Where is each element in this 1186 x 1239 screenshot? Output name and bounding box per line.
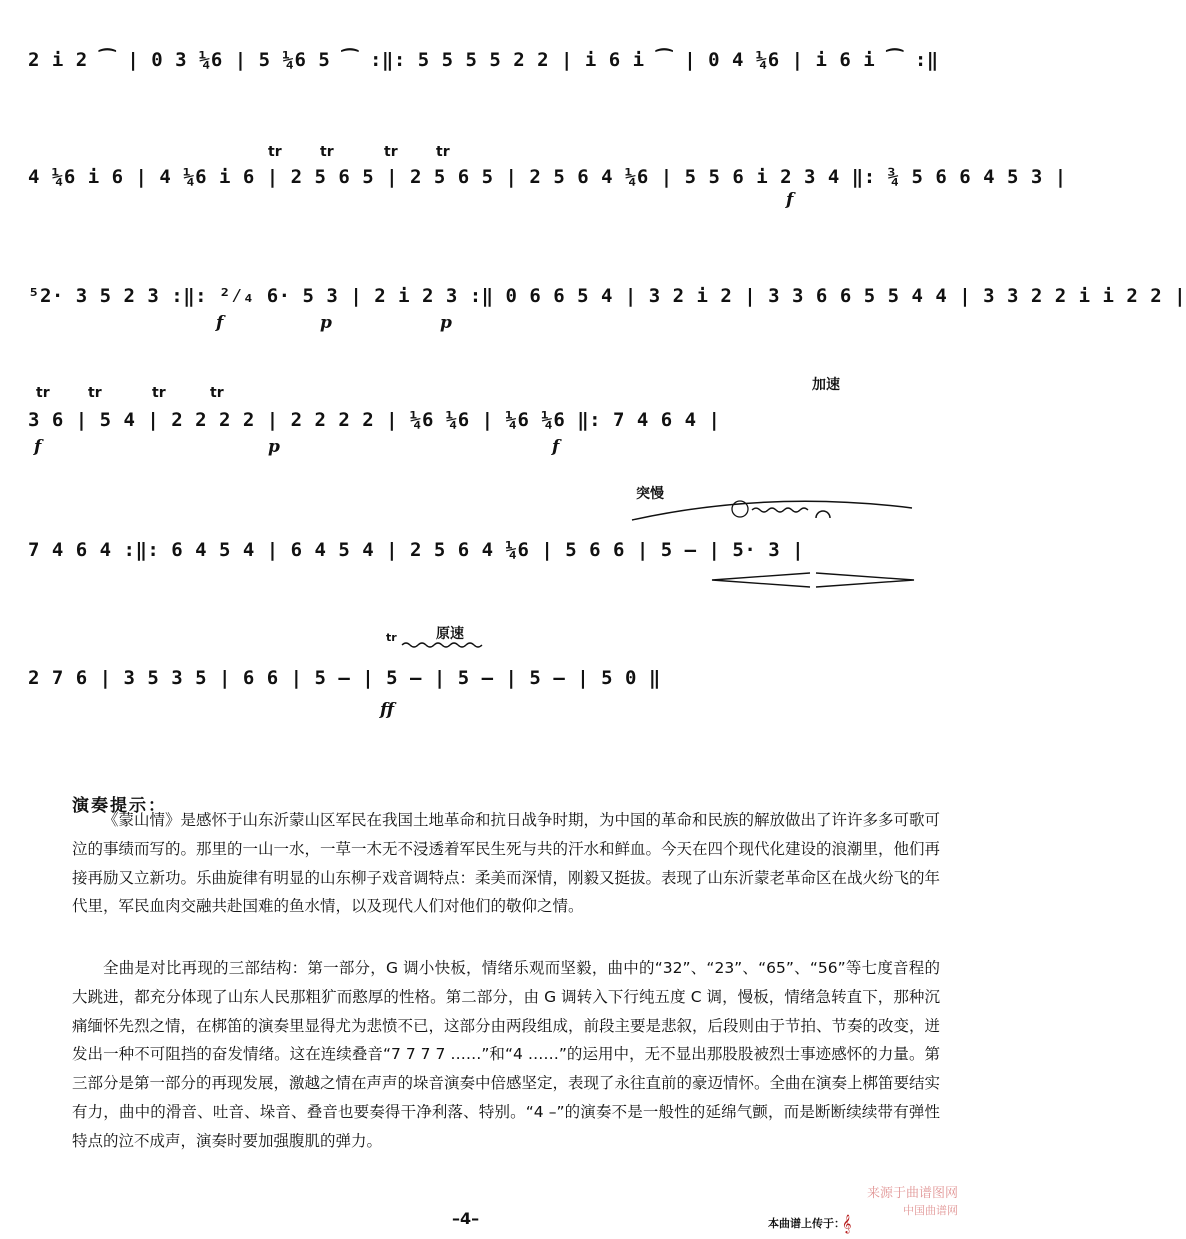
score-line-text: 3 6 | 5 4 | 2 2 2 2 | 2 2 2 2 | ¼6 ¼6 | ¼6 ¼6 ‖: 7 4 6 4 | <box>28 409 721 431</box>
trill-wave <box>400 640 490 650</box>
dynamics-hairpin <box>710 571 916 589</box>
dynamic-mark: p <box>268 437 280 457</box>
upload-note: 本曲谱上传于： <box>768 1217 845 1230</box>
watermark-line-2: 中国曲谱网 <box>903 1204 958 1217</box>
trill-mark: tr <box>268 144 282 160</box>
score-line-5 <box>28 530 940 570</box>
dynamic-mark: p <box>320 313 332 333</box>
trill-mark: tr <box>384 144 398 160</box>
page-number: –4– <box>452 1209 480 1228</box>
tempo-sudden-slow: 突慢 <box>636 486 664 502</box>
score-line-text: 7 4 6 4 :‖: 6 4 5 4 | 6 4 5 4 | 2 5 6 4 ¼6 | 5 6 6 | 5 – | 5· 3 | <box>28 539 805 561</box>
watermark <box>818 1180 958 1230</box>
notes-paragraph-1: 《蒙山情》是感怀于山东沂蒙山区军民在我国土地革命和抗日战争时期，为中国的革命和民族的解放做出了许许多多可歌可泣的事绩而写的。那里的一山一水，一草一木无不浸透着军民生死与共的汗水和鲜血。今天在四个现代化建设的浪潮里，他们再接再励又立新功。乐曲旋律有明显的山东柳子戏音调特点：柔美而深情，刚毅又挺拔。表现了山东沂蒙老革命区在战火纷飞的年代里，军民血肉交融共赴国难的鱼水情，以及现代人们对他们的敬仰之情。 <box>72 811 941 916</box>
trill-mark: tr <box>320 144 334 160</box>
score-line-1 <box>28 40 940 80</box>
trill-mark: tr <box>386 631 397 644</box>
dynamic-mark: f <box>34 437 42 457</box>
dynamic-mark: f <box>216 313 224 333</box>
dynamic-mark: ff <box>380 700 395 720</box>
trill-mark: tr <box>36 385 50 401</box>
notes-title: 演奏提示： <box>72 796 167 816</box>
tempo-original: 原速 <box>436 626 464 642</box>
notes-paragraph-2: 全曲是对比再现的三部结构：第一部分，G 调小快板，情绪乐观而坚毅，曲中的“32”、“23”、“65”、“56”等七度音程的大跳进，都充分体现了山东人民那粗犷而憨厚的性格。第二部分，由 G 调转入下行纯五度 C 调，慢板，情绪急转直下，那种沉痛缅怀先烈之情，在梆笛的演奏里显得尤为悲愤不已，这部分由两段组成，前段主要是悲叙，后段则由于节拍、节奏的改变，迸发出一种不可阻挡的奋发情绪。这在连续叠音“7 7 7 7 ……”和“4 ……”的运用中，无不显出那股股被烈士事迹感怀的力量。第三部分是第一部分的再现发展，激越之情在声声的垛音演奏中倍感坚定，表现了永往直前的豪迈情怀。全曲在演奏上梆笛要结实有力，曲中的滑音、吐音、垛音、叠音也要奏得干净利落、特别。“4 –”的演奏不是一般性的延绵气颤，而是断断续续带有弹性特点的泣不成声，演奏时要加强腹肌的弹力。 <box>72 959 941 1150</box>
treble-clef-icon: 𝄞 <box>842 1214 852 1233</box>
tempo-accelerando: 加速 <box>812 377 840 393</box>
dynamic-mark: p <box>440 313 452 333</box>
trill-mark: tr <box>210 385 224 401</box>
score-line-2 <box>28 157 1067 197</box>
score-line-4 <box>28 400 940 440</box>
trill-mark: tr <box>152 385 166 401</box>
dynamic-mark: f <box>786 190 794 210</box>
trill-mark: tr <box>88 385 102 401</box>
trill-mark: tr <box>436 144 450 160</box>
score-line-6 <box>28 658 940 698</box>
score-line-text: 2 7 6 | 3 5 3 5 | 6 6 | 5 – | 5 – | 5 – | 5 – | 5 0 ‖ <box>28 667 661 689</box>
score-line-text: ⁵2· 3 5 2 3 :‖: ²⁄₄ 6· 5 3 | 2 i 2 3 :‖ 0 6 6 5 4 | 3 2 i 2 | 3 3 6 6 5 5 4 4 | 3 3 2 2 i i 2 2 | <box>28 285 1186 307</box>
dynamic-mark: f <box>552 437 560 457</box>
watermark-line-1: 来源于曲谱图网 <box>866 1186 958 1201</box>
tempo-slur-line <box>628 488 918 528</box>
score-line-text: 4 ¼6 i 6 | 4 ¼6 i 6 | 2 5 6 5 | 2 5 6 5 | 2 5 6 4 ¼6 | 5 5 6 i 2 3 4 ‖: ¾ 5 6 6 4 5 3 | <box>28 166 1067 188</box>
score-line-3 <box>28 276 1186 316</box>
score-line-text: 2 i 2 ⁀ | 0 3 ¼6 | 5 ¼6 5 ⁀ :‖: 5 5 5 5 2 2 | i 6 i ⁀ | 0 4 ¼6 | i 6 i ⁀ :‖ <box>28 49 939 71</box>
